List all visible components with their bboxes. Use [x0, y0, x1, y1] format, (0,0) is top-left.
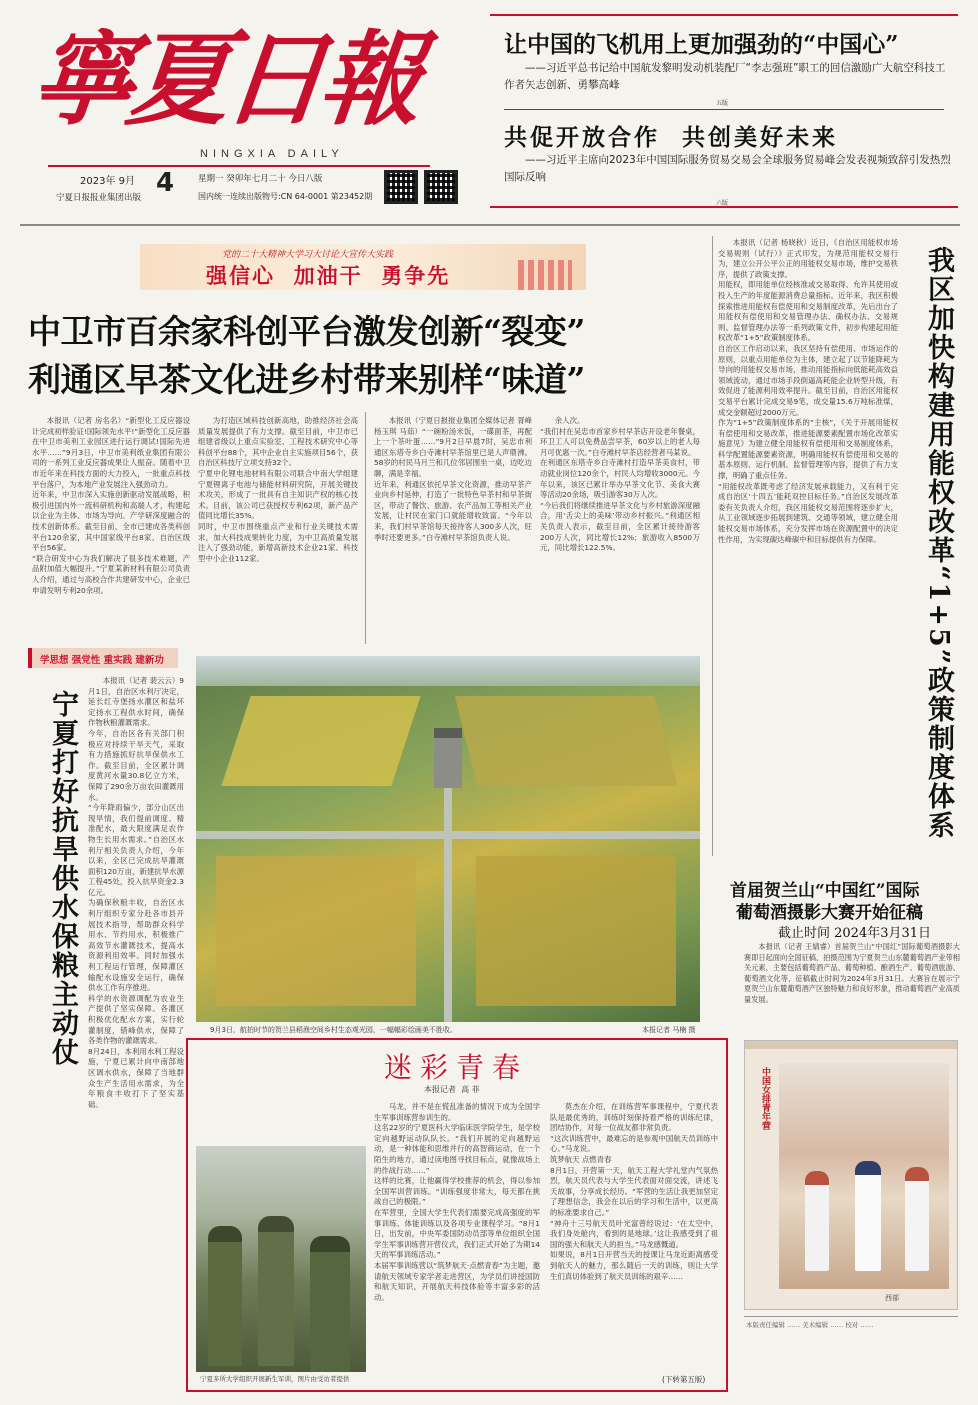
banner-small-text: 党的二十大精神大学习大讨论大宣传大实践 — [222, 250, 394, 260]
photo-field-2 — [455, 696, 677, 786]
ad-vertical-label: 中国女排青年营 — [760, 1067, 770, 1130]
soldier-2 — [258, 1216, 294, 1366]
photo-field-1 — [221, 696, 420, 786]
feature-byline: 本报记者 高 菲 — [424, 1085, 480, 1094]
header-divider — [20, 224, 960, 226]
photo-sky — [196, 656, 700, 686]
banner-city-icon — [518, 260, 572, 290]
banner-big-text: 强信心 加油干 勇争先 — [206, 263, 451, 288]
lead-headline-2[interactable]: 利通区早茶文化进乡村带来别样“味道” — [28, 360, 585, 399]
top-headline-2[interactable]: 共促开放合作 共创美好未来 — [504, 124, 839, 151]
left-strip-title[interactable]: 宁夏打好抗旱供水保粮主动仗 — [47, 690, 78, 1067]
photo-tower-icon — [434, 728, 462, 788]
ad-player-2 — [855, 1161, 881, 1271]
footer-rule — [744, 1316, 958, 1317]
left-strip-tag-text: 学思想 强党性 重实践 建新功 — [40, 655, 164, 666]
ad-footer-label: 西部 — [885, 1294, 899, 1302]
feature-continued[interactable]: (下转第五版) — [662, 1375, 706, 1384]
feature-photo-caption: 宁夏多所大学组织开展新生军训，图片由受访者提供 — [200, 1375, 350, 1383]
wine-subtitle: 截止时间 2024年3月31日 — [778, 926, 932, 941]
ad-panel — [744, 1040, 958, 1310]
masthead — [0, 0, 978, 220]
top-headline-2-sub: ——习近平主席向2023年中国国际服务贸易交易会全球服务贸易峰会发表视频致辞引发热烈国际反响 — [504, 154, 951, 183]
feature-col-2: 莫杰在介绍，在训练营军事课程中，宁夏代表队是最优秀的，训练时刻保持着严格的训练纪律，团结协作，对每一位战友都非常负责。 “这次训练营中，最难忘的是参观中国航天员训练中心。”马龙说。 筑梦航天 点燃青春 8月1日，开营第一天，航天工程大学礼堂内气氛热烈，航天员代表与大学生代表面对面交流，讲述飞天故事，分享成长经历。“军营的生活让我更加坚定了理想信念，我会在以后的学习和生活中，以更高的标准要求自己。” “神舟十三号航天员叶光富曾经说过：‘在太空中，我们身处舱内，看到的是地球。’这让我感受到了祖国的强大和航天人的担当。”马龙感慨道。 如果说，8月1日开营当天的授课让马龙近距离感受到航天人的魅力，那么随后一天的训练，则让大学生们真切体验到了航天员训练的艰辛…… — [550, 1102, 718, 1281]
main-photo — [196, 656, 700, 1022]
soldier-3 — [310, 1236, 350, 1372]
top-headline-1-page: 五版 — [716, 100, 729, 107]
photo-credit: 本报记者 马楠 摄 — [642, 1026, 696, 1034]
footer-strip: 本版责任编辑 …… 美术编辑 …… 校对 …… — [746, 1321, 874, 1329]
masthead-weekday: 星期一 癸卯年七月二十 今日八版 — [198, 174, 323, 184]
masthead-issn: 国内统一连续出版物号:CN 64-0001 第23452期 — [198, 192, 373, 201]
wine-title-1[interactable]: 首届贺兰山“中国红”国际 — [730, 881, 920, 901]
divider — [504, 109, 944, 110]
photo-road-vertical — [444, 766, 452, 1022]
top-headline-box — [490, 14, 958, 208]
column-divider — [365, 412, 366, 644]
photo-caption: 9月3日，航拍时节的贺兰县稻渔空间乡村生态观光园，一幅幅彩绘画美不胜收。 — [210, 1026, 457, 1034]
wine-title-2[interactable]: 葡萄酒摄影大赛开始征稿 — [736, 903, 923, 923]
right-feature-divider — [712, 236, 713, 856]
feature-photo — [196, 1146, 366, 1372]
masthead-rule — [48, 165, 430, 167]
wine-body: 本报讯（记者 王婧睿）首届贺兰山“中国红”国际葡萄酒摄影大赛即日起面向全国征稿，拍摄范围为宁夏贺兰山东麓葡萄酒产业带相关元素，主要包括葡萄酒产品、葡萄种植、酿酒生产、葡萄酒旅游、葡萄酒文化等，征稿截止时间为2024年3月31日。大赛旨在展示宁夏贺兰山东麓葡萄酒产区独特魅力和良好形象，推动葡萄酒产业高质量发展。 — [744, 942, 960, 1004]
feature-col-1: 马龙，并不是在慌乱准备的情况下成为全国学生军事训练营参训生的。 这名22岁的宁夏医科大学临床医学院学生，是学校定向越野运动队队长。“我们开展的定向越野运动，是一种体能和思维并行的高智商运动，在一个陌生的地方，通过读地图寻找目标点，就像战场上的作战行动……” 这样的比赛，让他赢得学校推荐的机会，得以参加全国军训营训练。“训练强度非常大，每天都在挑战自己的极限。” 在军营里，全国大学生代表们需要完成高强度的军事训练、体能训练以及各项专业课程学习。“8月1日，出发前，中央军委国防动员部等单位组织全国学生军事训练营开营仪式，我们正式开始了为期14天的军事训练活动。” 本届军事训练营以“筑梦航天·点燃青春”为主题，邀请航天领域专家学者走进营区，为学员们讲授国防和航天知识，开展航天科技体验等丰富多彩的活动。 — [374, 1102, 540, 1302]
top-headline-1-sub: ——习近平总书记给中国航发黎明发动机装配厂“李志强班”职工的回信激励广大航空科技工作者矢志创新、勇攀高峰 — [504, 62, 946, 91]
masthead-logo: 寧夏日報 — [25, 20, 423, 140]
slogan-banner — [140, 244, 586, 290]
lead-headline-1[interactable]: 中卫市百余家科创平台激发创新“裂变” — [28, 312, 585, 351]
lead-col-3: 本报讯（宁夏日报报业集团全媒体记者 胥峰 杨玉琪 马茹）“一碗粉汤米饭，一碟面茶，再配上一个茶叶蛋……”9月2日早晨7时，吴忠市利通区东塔寺乡白寺滩村早茶馆里已是人声鼎沸。58岁的村民马月兰和几位邻居围坐一桌，边吃边聊，满是幸福。 近年来，利通区依托早茶文化资源，推动早茶产业向乡村延伸，打造了一批特色早茶村和早茶街区，带动了餐饮、旅游、农产品加工等相关产业发展，让村民在家门口就能增收致富。“今年以来，我们村早茶馆每天接待客人300多人次，旺季时还要更多。”白寺滩村早茶馆负责人说。 — [374, 416, 532, 542]
feature-title[interactable]: 迷彩青春 — [384, 1051, 529, 1084]
top-headline-1[interactable]: 让中国的飞机用上更加强劲的“中国心” — [504, 31, 899, 58]
masthead-english: NINGXIA DAILY — [200, 148, 344, 160]
lead-col-4: 余人次。 “我们村在吴忠市首家乡村早茶店开设老年餐桌，环卫工人可以免费品尝早茶，60岁以上的老人每月可优惠一次。”白寺滩村早茶店经营者马某说。 在利通区东塔寺乡白寺滩村打造早茶美食村，带动就业岗位120余个，村民人均增收3000元。今年以来，该区已累计举办早茶文化节、美食大赛等活动20余场，吸引游客30万人次。 “今后我们将继续推进早茶文化与乡村旅游深度融合，用‘舌尖上的美味’带动乡村振兴。”利通区相关负责人表示，截至目前，全区累计接待游客200万人次，同比增长12%；旅游收入8500万元，同比增长122.5%。 — [540, 416, 700, 553]
right-feature-title[interactable]: 我区加快构建用能权改革“1+5”政策制度体系 — [923, 246, 954, 841]
masthead-day: 4 — [156, 168, 175, 198]
lead-col-1: 本报讯（记者 房名名）“新型化工反应器设计完成初样验证!国际领先水平!”新型化工反应器在中卫市美利工业园区进行运行调试!国际先进水平……”9月3日，中卫市美利纸业集团有限公司的一系列工业反应器成果让人振奋。随着中卫市近年来在科技方面的大力投入，一批重点科技平台落户，为本地产业发展注入强劲动力。 近年来，中卫市深入实施创新驱动发展战略，积极引进国内外一流科研机构和高端人才，构建起以企业为主体、市场为导向、产学研深度融合的技术创新体系。截至目前，全市已建成各类科创平台120余家，其中国家级平台8家、自治区级平台56家。 “联合研发中心为我们解决了很多技术难题，产品附加值大幅提升。”宁夏某新材料有限公司负责人介绍，通过与高校合作共建研发中心，企业已申请发明专利20余项。 — [32, 416, 190, 595]
ad-player-3 — [905, 1167, 929, 1271]
masthead-date: 2023年 9月 — [80, 176, 135, 187]
ad-player-1 — [805, 1171, 829, 1271]
qr-code-1 — [384, 170, 418, 204]
photo-field-4 — [476, 856, 676, 1006]
left-strip-tag — [28, 648, 178, 668]
lead-col-2: 为打造区域科技创新高地，助推经济社会高质量发展提供了有力支撑。截至目前，中卫市已组建省级以上重点实验室、工程技术研究中心等科创平台88个，其中企业自主实施项目56个，获自治区科技厅立项支持32个。 宁夏中化锂电池材料有限公司联合中南大学组建宁夏锂离子电池与储能材料研究院，开展关键技术攻关，形成了一批具有自主知识产权的核心技术。目前，该公司已获授权专利62项，新产品产值同比增长35%。 同时，中卫市围绕重点产业和行业关键技术需求，加大科技成果转化力度，为中卫高质量发展注入了强劲动能，新增高新技术企业21家、科技型中小企业112家。 — [198, 416, 358, 563]
soldier-1 — [208, 1226, 242, 1366]
feature-box — [186, 1038, 728, 1392]
ad-header-bar — [745, 1041, 957, 1049]
masthead-publisher: 宁夏日报报业集团出版 — [56, 193, 142, 203]
photo-field-3 — [216, 856, 416, 1006]
qr-code-2 — [424, 170, 458, 204]
top-headline-2-page: 六版 — [716, 200, 729, 207]
left-strip-body-upper: 本报讯（记者 裴云云）9月1日，自治区水利厅决定，延长红寺堡扬水灌区和盐环定扬水工程供水时间，确保作物秋粮灌溉需求。 今年，自治区各有关部门积极应对持续干旱天气，采取有力措施抓好抗旱保供水工作。截至目前，全区累计调度黄河水量30.8亿立方米，保障了290余万亩农田灌溉用水。 “今年降雨偏少，部分山区出现旱情，我们提前调度、精准配水，最大限度满足农作物生长用水需求。”自治区水利厅相关负责人介绍，今年以来，全区已完成抗旱灌溉面积120万亩，新建抗旱水源工程45处，投入抗旱资金2.3亿元。 为确保秋粮丰收，自治区水利厅组织专家分赴各市县开展技术指导，帮助群众科学用水、节约用水，积极推广高效节水灌溉技术，提高水资源利用效率。同时加强水利工程运行管理，保障灌区输配水设施安全运行，确保供水工作有序推进。 科学的水资源调配为农业生产提供了坚实保障。各灌区积极优化配水方案，实行轮灌制度，错峰供水，保障了各类作物的灌溉需求。 8月24日，本利用水利工程设施，宁夏已累计向中南部地区调水供水，保障了当地群众生产生活用水需求，为全年粮食丰收打下了坚实基础。 — [88, 676, 184, 1109]
right-feature-body: 本报讯（记者 杨晓秋）近日，《自治区用能权市场交易规则（试行）》正式印发，为规范用能权交易行为，建立公开公平公正的用能权交易市场，维护交易秩序，提供了政策支撑。 用能权，即用能单位经核准或交易取得、允许其使用或投入生产的年度能源消费总量指标。近年来，我区积极探索推进用能权有偿使用和交易制度改革，先后出台了用能权有偿使用和交易管理办法、确权办法、交易规则、监督管理办法等一系列政策文件，初步构建起用能权改革“1+5”政策制度体系。 自治区工作启动以来，我区坚持有偿使用、市场运作的原则，以重点用能单位为主体，建立起了以节能降耗为导向的用能权交易市场，推动用能指标向低能耗高效益领域流动，通过市场手段倒逼高耗能企业转型升级，有效促进了能源利用效率提升。截至目前，自治区用能权交易平台累计完成交易9笔，成交量15.6万吨标准煤，成交金额超过2000万元。 作为“1+5”政策制度体系的“主核”，《关于开展用能权有偿使用和交易改革，推进能源要素配置市场化改革实施意见》为建立健全用能权有偿使用和交易制度体系，科学配置能源要素资源，明确用能权有偿使用和交易的基本原则、运行机制、监督管理等内容，提供了有力支撑，明确了重点任务。 “用能权改革既考虑了经济发展承载能力，又有利于完成自治区‘十四五’能耗双控目标任务。”自治区发展改革委有关负责人介绍，我区用能权交易范围将逐步扩大，从工业领域逐步拓展到建筑、交通等领域，建立健全用能权交易市场体系，充分发挥市场在资源配置中的决定性作用，为实现碳达峰碳中和目标提供有力保障。 — [718, 238, 898, 544]
